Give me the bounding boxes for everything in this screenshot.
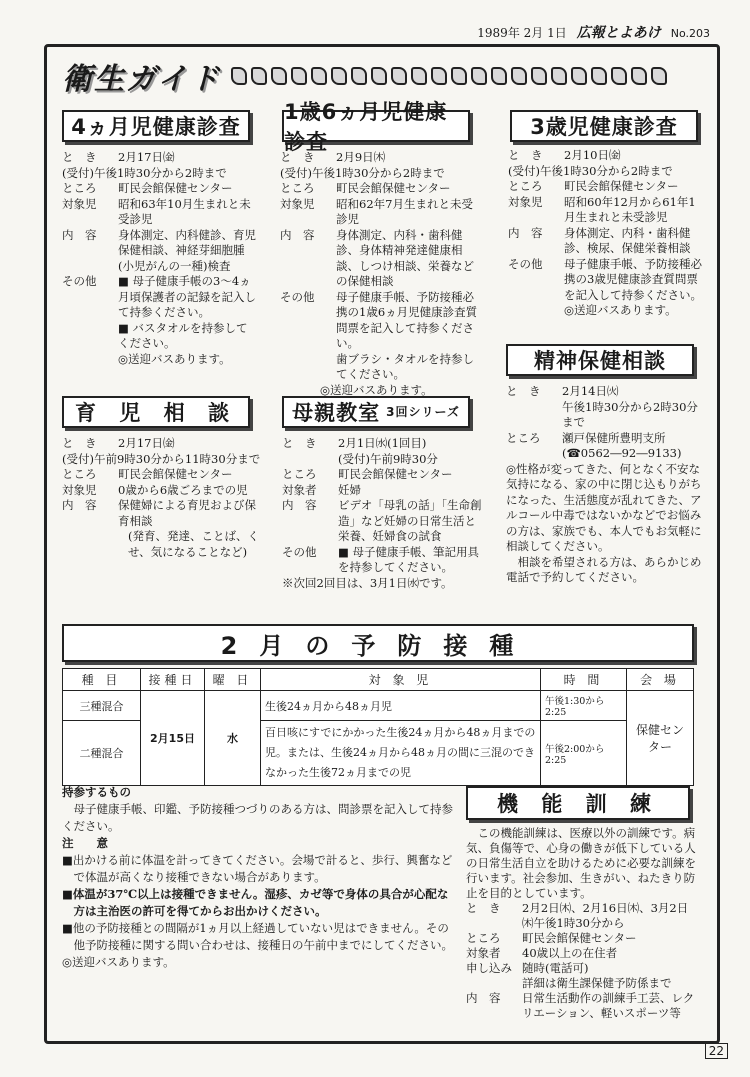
mothers-section (282, 436, 482, 591)
caution-3: ■他の予防接種との間隔が1ヵ月以上経過していない児はできません。その他予防接種に関する問い合わせは、接種日の午前中までにしてください。 (62, 921, 453, 952)
table-row (63, 691, 694, 721)
page-number: 22 (705, 1043, 728, 1059)
label: ところ (62, 181, 97, 195)
label: 内 容 (62, 227, 97, 242)
label: ところ (280, 181, 315, 195)
vaccination-title: 2月の予防接種 (62, 624, 694, 662)
label: ところ (62, 467, 97, 481)
decor-icons (231, 67, 667, 85)
col-time: 時 間 (541, 669, 627, 691)
target: 妊婦 (338, 482, 361, 497)
other2: ■ バスタオルを持参してください。 (118, 320, 248, 350)
three-year-title: 3歳児健康診査 (510, 110, 698, 142)
col-date: 接種日 (141, 669, 205, 691)
label: 対象児 (62, 482, 97, 497)
target: 昭和60年12月から61年1月生まれと未受診児 (564, 194, 696, 224)
type: 二種混合 (63, 721, 141, 786)
caution-heading: 注 意 (62, 836, 108, 850)
label: と き (282, 436, 317, 450)
label: 内 容 (508, 225, 543, 240)
label: と き (62, 436, 97, 450)
issue-date: 1989年 2月 1日 (477, 26, 567, 40)
label: と き (508, 148, 543, 162)
reception: (受付)午後1時30分から2時まで (280, 165, 445, 180)
date: 2月14日㈫ (562, 384, 619, 398)
other1: ■ 母子健康手帳の3〜4ヵ月頃保護者の記録を記入して持参ください。 (118, 274, 256, 319)
target: 百日咳にすでにかかった生後24ヵ月から48ヵ月までの児。または、生後24ヵ月から48ヵ月の間に三混のできなかった生後72ヵ月までの児 (261, 721, 541, 786)
content: 身体測定、内科・歯科健診、検尿、保健栄養相談 (564, 225, 691, 255)
other2: 歯ブラシ・タオルを持参してください。 (336, 351, 474, 381)
time: 午後1時30分から2時30分まで (562, 399, 698, 429)
label: 申し込み (466, 961, 512, 975)
caution-1: ■出かける前に体温を計ってきてください。会場で計ると、歩行、興奮などで体温が高くなり接種できない場合があります。 (62, 853, 453, 884)
other: 母子健康手帳、予防接種必携の3歳児健康診査質問票を記入して持参ください。 (564, 256, 702, 302)
label: 対象児 (280, 196, 315, 211)
place: 町民会館保健センター (522, 931, 637, 945)
content: 日常生活動作の訓練手工芸、レクリエーション、軽いスポーツ等 (522, 991, 695, 1020)
label: と き (466, 901, 501, 915)
label: と き (506, 384, 541, 398)
mental-title: 精神保健相談 (506, 344, 694, 376)
label: ところ (282, 467, 317, 481)
eighteen-month-section (280, 150, 480, 398)
place: 町民会館保健センター (564, 179, 679, 193)
apply2: 詳細は衛生課保健予防係まで (522, 976, 672, 990)
label: 対象児 (62, 196, 97, 211)
body: ◎性格が変ってきた、何となく不安な気持になる、家の中に閉じ込もりがちになった、生活態度が乱れてきた、アルコール中毒ではないかなどでお悩みの方は、家族でも、本人でもお気軽に相談してください。 (506, 461, 702, 553)
bus-note: ◎送迎バスあります。 (118, 351, 231, 366)
place: 町民会館保健センター (338, 467, 453, 481)
place: 町民会館保健センター (118, 181, 233, 195)
three-year-section (508, 148, 702, 319)
weekday: 水 (205, 691, 261, 786)
label: その他 (508, 256, 543, 271)
body: この機能訓練は、医療以外の訓練です。病気、負傷等で、心身の働きが低下している人の日常生活自立を助けるために必要な訓練を行います。社会参加、生きがい、ねたきり防止を目的としています。 (466, 826, 696, 900)
target: 40歳以上の在住者 (522, 946, 618, 960)
bring-text: 母子健康手帳、印鑑、予防接種つづりのある方は、問診票を記入して持参ください。 (62, 802, 453, 833)
label: その他 (280, 289, 315, 304)
place: 町民会館保健センター (118, 467, 233, 481)
date: 2月17日㈮ (118, 150, 175, 164)
col-target: 対 象 児 (261, 669, 541, 691)
date: 2月17日㈮ (118, 436, 175, 450)
vaccination-notes (62, 784, 454, 971)
eighteen-month-title: 1歳6ヵ月児健康診査 (282, 110, 470, 142)
col-type: 種 目 (63, 669, 141, 691)
mothers-title (282, 396, 470, 428)
label: 内 容 (62, 498, 97, 512)
note: 相談を希望される方は、あらかじめ電話で予約してください。 (506, 554, 702, 584)
date: 2月2日㈭、2月16日㈭、3月2日㈭午後1時30分から (522, 901, 689, 930)
publication-name: 広報とよあけ (576, 25, 661, 41)
date: 2月1日㈬(1回目) (338, 436, 427, 450)
label: と き (280, 150, 315, 164)
bring-heading: 持参するもの (62, 785, 131, 799)
reception: (受付)午前9時30分 (338, 451, 438, 466)
date: 2月15日 (141, 691, 205, 786)
label: ところ (506, 430, 541, 445)
time: 午後2:00から2:25 (541, 721, 627, 786)
guide-title: 衛生ガイド (62, 62, 222, 97)
date: 2月9日㈭ (336, 150, 386, 164)
page-header (477, 22, 710, 42)
mothers-series: 3回シリーズ (386, 405, 460, 419)
note: ※次回2回目は、3月1日㈬です。 (282, 575, 453, 590)
label: その他 (282, 544, 317, 559)
content: 身体測定、内科健診、育児保健相談、神経芽細胞腫(小児がんの一種)検査 (118, 227, 256, 273)
place: 瀬戸保健所豊明支所 (562, 430, 666, 445)
target: 0歳から6歳ごろまでの児 (118, 482, 248, 497)
label: ところ (466, 931, 501, 945)
rehab-title: 機 能 訓 練 (466, 786, 690, 820)
label: その他 (62, 274, 97, 288)
reception: (受付)午後1時30分から2時まで (508, 163, 673, 178)
childcare-section (62, 436, 262, 560)
label: 対象児 (508, 194, 543, 209)
caution-2: ■体温が37℃以上は接種できません。湿疹、カゼ等で身体の具合が心配な方は主治医の許可を得てからお出かけください。 (62, 887, 449, 918)
target: 昭和62年7月生まれと未受診児 (336, 196, 473, 226)
table-header-row (63, 669, 694, 691)
bus-note: ◎送迎バスあります。 (564, 303, 677, 317)
other: 母子健康手帳、予防接種必携の1歳6ヵ月児健康診査質問票を記入して持参ください。 (336, 289, 478, 350)
col-weekday: 曜 日 (205, 669, 261, 691)
childcare-title: 育 児 相 談 (62, 396, 250, 428)
label: 対象者 (466, 946, 501, 960)
four-month-section (62, 150, 258, 367)
target: 昭和63年10月生まれと未受診児 (118, 196, 251, 226)
content: 身体測定、内科・歯科健診、身体精神発達健康相談、しつけ相談、栄養などの保健相談 (336, 227, 474, 288)
label: 対象者 (282, 482, 317, 497)
col-venue: 会 場 (627, 669, 694, 691)
content: ビデオ「母乳の話」「生命創造」など妊婦の日常生活と栄養、妊婦食の試食 (338, 498, 482, 543)
label: と き (62, 150, 97, 164)
tel: (☎0562―92―9133) (562, 446, 682, 460)
rehab-section (466, 826, 698, 1021)
target: 生後24ヵ月から48ヵ月児 (261, 691, 541, 721)
place: 町民会館保健センター (336, 181, 451, 195)
label: 内 容 (280, 227, 315, 242)
four-month-title: 4ヵ月児健康診査 (62, 110, 250, 142)
bus-note: ◎送迎バスあります。 (62, 955, 175, 969)
vaccination-table (62, 668, 694, 786)
label: 内 容 (466, 991, 501, 1005)
mothers-title-text: 母親教室 (292, 401, 381, 425)
content: 保健婦による育児および保育相談 (118, 498, 256, 528)
content2: (発育、発達、ことば、くせ、気になることなど) (128, 529, 259, 559)
reception: (受付)午前9時30分から11時30分まで (62, 451, 261, 466)
other: ■ 母子健康手帳、筆記用具を持参してください。 (338, 544, 480, 574)
date: 2月10日㈮ (564, 148, 621, 162)
type: 三種混合 (63, 691, 141, 721)
venue: 保健センター (627, 691, 694, 786)
time: 午後1:30から2:25 (541, 691, 627, 721)
issue-number: No.203 (670, 27, 710, 40)
label: 内 容 (282, 498, 317, 512)
guide-banner (62, 56, 667, 96)
bus-note: ◎送迎バスあります。 (320, 382, 433, 397)
reception: (受付)午後1時30分から2時まで (62, 165, 227, 180)
apply: 随時(電話可) (522, 961, 589, 975)
label: ところ (508, 179, 543, 193)
mental-section (506, 384, 702, 586)
